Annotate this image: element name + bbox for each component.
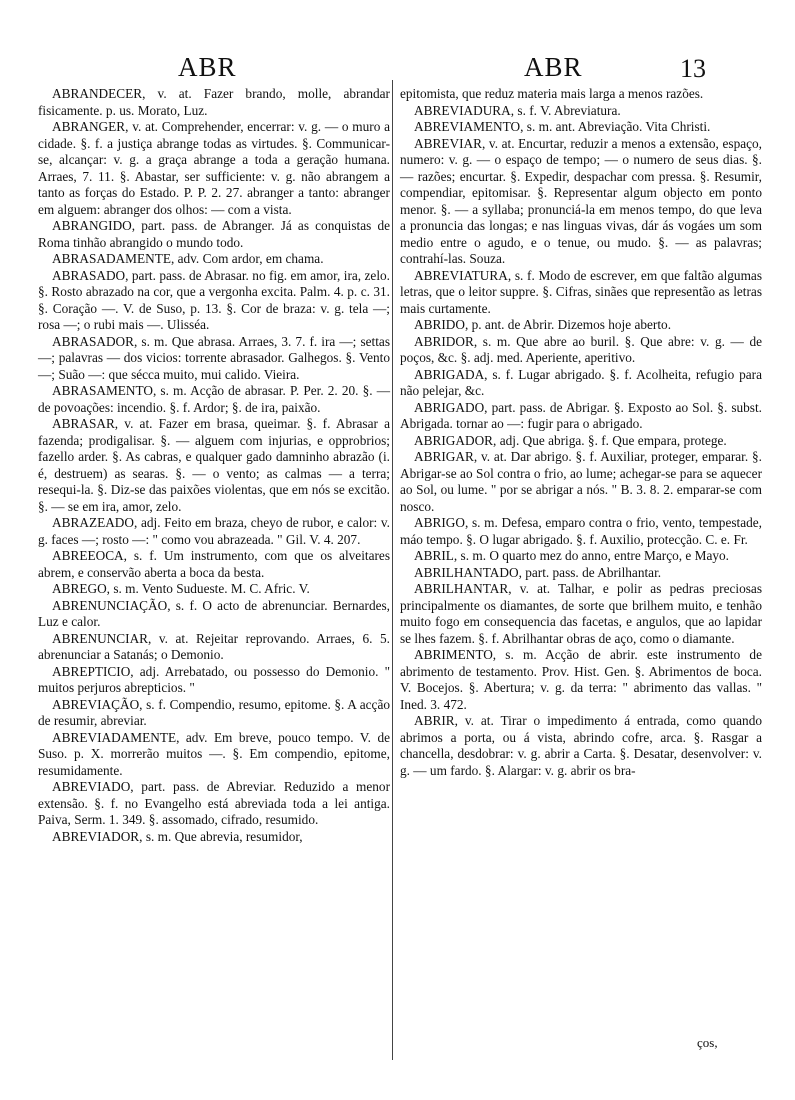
dictionary-entry: ABRIDOR, s. m. Que abre ao buril. §. Que abre: v. g. — de poços, &c. §. adj. med. Aperiente, aperitivo. xyxy=(400,333,762,365)
dictionary-entry: ABREVIAÇÃO, s. f. Compendio, resumo, epitome. §. A acção de resumir, abreviar. xyxy=(38,696,390,728)
column-divider xyxy=(392,80,393,1060)
dictionary-entry: ABRIDO, p. ant. de Abrir. Dizemos hoje aberto. xyxy=(414,317,672,332)
catchword: ços, xyxy=(697,1035,718,1050)
dictionary-entry: ABRASADO, part. pass. de Abrasar. no fig. em amor, ira, zelo. §. Rosto abrazado na cor, que a vergonha excita. Palm. 4. p. c. 31. §. Coração —. V. de Suso, p. 13. §. Cor de braza: v. g. tela —; rosa —; o rubi mais —. Ulisséa. xyxy=(38,267,390,332)
dictionary-entry: ABREVIATURA, s. f. Modo de escrever, em que faltão algumas letras, que o leitor suppre. §. Cifras, sinães que representão as letras mais curtamente. xyxy=(400,267,762,316)
page-number: 13 xyxy=(680,54,706,83)
dictionary-entry: ABRIGADO, part. pass. de Abrigar. §. Exposto ao Sol. §. subst. Abrigada. tornar ao —: fugir para o abrigado. xyxy=(400,399,762,431)
dictionary-entry: ABRIGADOR, adj. Que abriga. §. f. Que empara, protege. xyxy=(414,432,727,448)
dictionary-entry: ABREVIADURA, s. f. V. Abreviatura. xyxy=(414,102,621,118)
left-column xyxy=(38,86,390,845)
dictionary-entry: epitomista, que reduz materia mais larga a menos razões. xyxy=(400,86,704,101)
dictionary-entry: ABREVIADOR, s. m. Que abrevia, resumidor, xyxy=(52,828,303,844)
dictionary-entry: ABRASADAMENTE, adv. Com ardor, em chama. xyxy=(52,251,324,266)
dictionary-entry: ABRANDECER, v. at. Fazer brando, molle, abrandar fisicamente. p. us. Morato, Luz. xyxy=(38,86,390,118)
dictionary-entry: ABRIGO, s. m. Defesa, emparo contra o frio, vento, tempestade, máo tempo. §. O lugar abrigado. §. f. Auxilio, protecção. C. e. Fr. xyxy=(400,515,762,547)
dictionary-entry: ABREEOCA, s. f. Um instrumento, com que os alveitares abrem, e conservão aberta a boca da besta. xyxy=(38,548,390,580)
dictionary-entry: ABREVIAMENTO, s. m. ant. Abreviação. Vita Christi. xyxy=(414,119,711,134)
dictionary-entry: ABRANGER, v. at. Comprehender, encerrar: v. g. — o muro a cidade. §. f. a justiça abrange todas as virtudes. §. Communicar-se, alcançar: v. g. a graça abrange a toda a geração humana. Arraes, 7. 11. §. Abastar, ser sufficiente: v. g. não abrangem a tanto as forças do Estado. P. P. 2. 27. abranger a tanto: abranger em alguem: abranger dos olhos: — com a vista. xyxy=(38,119,390,217)
dictionary-entry: ABREVIADO, part. pass. de Abreviar. Reduzido a menor extensão. §. f. no Evangelho está abreviada toda a lei antiga. Paiva, Serm. 1. 349. §. assomado, cifrado, resumido. xyxy=(38,779,390,827)
dictionary-entry: ABRANGIDO, part. pass. de Abranger. Já as conquistas de Roma tinhão abrangido o mundo todo. xyxy=(38,218,390,250)
dictionary-entry: ABRIR, v. at. Tirar o impedimento á entrada, como quando abrimos a porta, ou á vista, abrindo cofre, arca. §. Rasgar a chancella, desdobrar: v. g. abrir a Carta. §. Desatar, desenvolver: v. g. — um fardo. §. Alargar: v. g. abrir os bra- xyxy=(400,713,762,778)
dictionary-entry: ABRAZEADO, adj. Feito em braza, cheyo de rubor, e calor: v. g. faces —; rosto —: " como vou abrazeada. " Gil. V. 4. 207. xyxy=(38,515,390,547)
dictionary-entry: ABRASAMENTO, s. m. Acção de abrasar. P. Per. 2. 20. §. — de povoações: incendio. §. f. Ardor; §. de ira, paixão. xyxy=(38,383,390,415)
dictionary-entry: ABREVIAR, v. at. Encurtar, reduzir a menos a extensão, espaço, numero: v. g. — o espaço de tempo; — o numero de seus dias. §. — razões; encurtar. §. Expedir, despachar com pressa. §. Resumir, compendiar, epitomisar. §. Representar algum objecto em ponto menor. §. — a syllaba; pronunciá-la em menos tempo, do que leva a pronuncia das longas; e nas linguas vivas, dár ás vogáes um som medio entre o agudo, e o tenue, ou mudo. §. — as palavras; contrahí-las. Souza. xyxy=(400,135,762,266)
dictionary-entry: ABRASADOR, s. m. Que abrasa. Arraes, 3. 7. f. ira —; settas —; palavras — dos vicios: torrente abrasador. Galhegos. §. Vento —; Suão —: que sécca muito, mui calido. Vieira. xyxy=(38,333,390,382)
dictionary-entry: ABREPTICIO, adj. Arrebatado, ou possesso do Demonio. " muitos perjuros abrepticios. " xyxy=(38,663,390,695)
dictionary-entry: ABRIMENTO, s. m. Acção de abrir. este instrumento de abrimento de testamento. Prov. Hist. Gen. §. Abrimentos de boca. V. Bocejos. §. Abertura; v. g. da terra: " abrimento das vallas. " Ined. 3. 472. xyxy=(400,647,762,712)
running-head-left: ABR xyxy=(178,52,237,82)
dictionary-entry: ABRENUNCIAÇÃO, s. f. O acto de abrenunciar. Bernardes, Luz e calor. xyxy=(38,597,390,629)
dictionary-entry: ABRILHANTAR, v. at. Talhar, e polir as pedras preciosas principalmente os diamantes, de sorte que brilhem muito, e tenhão muito fogo em consequencia das facetas, e angulos, que ao lapidar se lhes fazem. §. f. Abrilhantar obras de aço, como o diamante. xyxy=(400,581,762,646)
dictionary-entry: ABRIGADA, s. f. Lugar abrigado. §. f. Acolheita, refugio para não pelejar, &c. xyxy=(400,366,762,398)
right-column xyxy=(400,86,762,779)
dictionary-entry: ABREGO, s. m. Vento Sudueste. M. C. Afric. V. xyxy=(52,581,310,596)
running-head-right: ABR xyxy=(524,52,583,82)
dictionary-entry: ABRIGAR, v. at. Dar abrigo. §. f. Auxiliar, proteger, emparar. §. Abrigar-se ao Sol contra o frio, ao lume; achegar-se para se aquecer ao Sol, ou lume. " por se abrigar a nós. " B. 3. 8. 2. emparar-se com nosco. xyxy=(400,449,762,514)
dictionary-entry: ABRASAR, v. at. Fazer em brasa, queimar. §. f. Abrasar a fazenda; prodigalisar. §. — alguem com injurias, e opprobrios; fazello arder. §. As cabras, e qualquer gado damninho abrazão (i. é, destruem) as searas. §. — o vento; as calmas — a terra; resequi-la. §. Diz-se das paixões violentas, que em nós se excitão. §. — se em ira, amor, zelo. xyxy=(38,416,390,514)
dictionary-entry: ABRILHANTADO, part. pass. de Abrilhantar. xyxy=(414,564,662,580)
dictionary-entry: ABREVIADAMENTE, adv. Em breve, pouco tempo. V. de Suso. p. X. morrerão muitos —. §. Em compendio, epitome, resumidamente. xyxy=(38,729,390,778)
dictionary-entry: ABRENUNCIAR, v. at. Rejeitar reprovando. Arraes, 6. 5. abrenunciar a Satanás; o Demonio. xyxy=(38,630,390,662)
dictionary-entry: ABRIL, s. m. O quarto mez do anno, entre Março, e Mayo. xyxy=(414,548,729,563)
